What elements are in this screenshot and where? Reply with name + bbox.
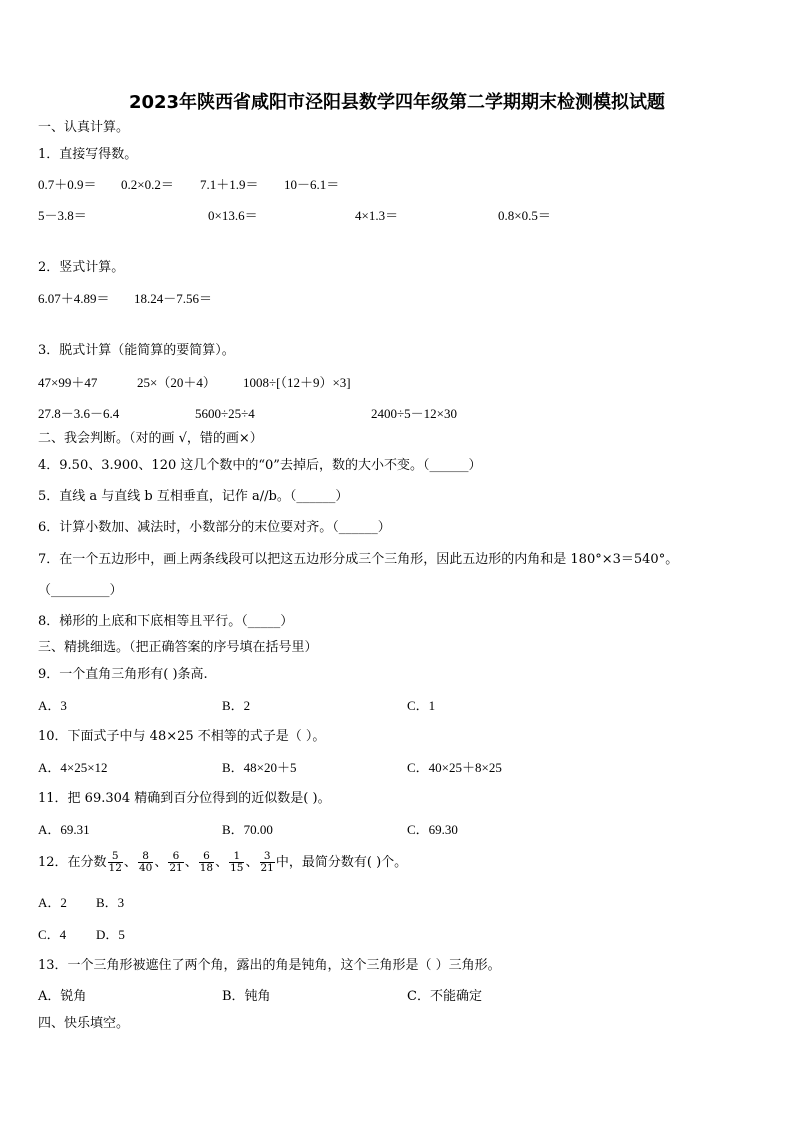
denominator: 18 bbox=[199, 862, 214, 874]
numerator: 1 bbox=[229, 851, 244, 863]
separator: 、 bbox=[184, 855, 198, 870]
section-heading-3: 三、精挑细选。（把正确答案的序号填在括号里） bbox=[38, 640, 318, 655]
section-heading-4: 四、快乐填空。 bbox=[38, 1016, 130, 1031]
q3-item: 1008÷[（12＋9）×3] bbox=[243, 375, 351, 390]
q12-option: B．3 bbox=[96, 895, 125, 910]
numerator: 8 bbox=[138, 851, 153, 863]
question-7: 7．在一个五边形中，画上两条线段可以把这五边形分成三个三角形，因此五边形的内角和是 180°×3＝540°。 bbox=[38, 552, 679, 567]
q1-item: 4×1.3＝ bbox=[355, 208, 399, 223]
q9-option: A．3 bbox=[38, 698, 67, 713]
q13-option: B．钝角 bbox=[222, 989, 271, 1004]
q2-item: 18.24－7.56＝ bbox=[134, 291, 213, 306]
question-4: 4．9.50、3.900、120 这几个数中的“0”去掉后，数的大小不变。（______） bbox=[38, 458, 482, 473]
q11-option: A．69.31 bbox=[38, 822, 90, 837]
q3-item: 2400÷5－12×30 bbox=[371, 406, 457, 421]
question-6: 6．计算小数加、减法时，小数部分的末位要对齐。（______） bbox=[38, 520, 391, 535]
denominator: 12 bbox=[108, 862, 122, 874]
q10-option: B．48×20＋5 bbox=[222, 760, 297, 775]
q3-item: 27.8－3.6－6.4 bbox=[38, 406, 120, 421]
separator: 、 bbox=[245, 855, 259, 870]
q13-option: C．不能确定 bbox=[407, 989, 482, 1004]
question-13: 13．一个三角形被遮住了两个角，露出的角是钝角，这个三角形是（ ）三角形。 bbox=[38, 958, 501, 973]
q12-option: C．4 bbox=[38, 927, 67, 942]
separator: 、 bbox=[215, 855, 229, 870]
q11-option: B．70.00 bbox=[222, 822, 273, 837]
q9-option: C．1 bbox=[407, 698, 436, 713]
fraction bbox=[108, 851, 123, 874]
q1-item: 0.7＋0.9＝ bbox=[38, 177, 97, 192]
q13-option: A．锐角 bbox=[38, 989, 87, 1004]
section-heading-1: 一、认真计算。 bbox=[38, 120, 130, 135]
denominator: 15 bbox=[230, 862, 244, 874]
question-5: 5．直线 a 与直线 b 互相垂直，记作 a//b。（______） bbox=[38, 489, 349, 504]
q2-item: 6.07＋4.89＝ bbox=[38, 291, 110, 306]
question-11: 11．把 69.304 精确到百分位得到的近似数是( )。 bbox=[38, 791, 331, 806]
numerator: 6 bbox=[199, 851, 214, 863]
question-2-label: 2．竖式计算。 bbox=[38, 260, 125, 275]
denominator: 21 bbox=[260, 862, 274, 874]
section-heading-2: 二、我会判断。（对的画 √，错的画×） bbox=[38, 431, 263, 446]
question-8: 8．梯形的上底和下底相等且平行。（_____） bbox=[38, 614, 294, 629]
numerator: 3 bbox=[260, 851, 275, 863]
q10-option: C．40×25＋8×25 bbox=[407, 760, 502, 775]
q3-item: 47×99＋47 bbox=[38, 375, 98, 390]
q1-item: 0.2×0.2＝ bbox=[121, 177, 174, 192]
q3-item: 25×（20＋4） bbox=[137, 375, 216, 390]
fraction bbox=[168, 851, 183, 874]
separator: 、 bbox=[154, 855, 168, 870]
q10-option: A．4×25×12 bbox=[38, 760, 108, 775]
separator: 、 bbox=[123, 855, 137, 870]
question-10: 10．下面式子中与 48×25 不相等的式子是（ ）。 bbox=[38, 729, 326, 744]
q1-item: 7.1＋1.9＝ bbox=[200, 177, 259, 192]
q12-suffix: 中，最简分数有( )个。 bbox=[275, 855, 408, 870]
question-7-blank: （_________） bbox=[38, 583, 123, 598]
fraction bbox=[229, 851, 244, 874]
q9-option: B．2 bbox=[222, 698, 251, 713]
numerator: 6 bbox=[168, 851, 183, 863]
q12-option: A．2 bbox=[38, 895, 67, 910]
fraction bbox=[199, 851, 214, 874]
denominator: 40 bbox=[138, 862, 153, 874]
question-1-label: 1．直接写得数。 bbox=[38, 147, 138, 162]
question-9: 9．一个直角三角形有( )条高. bbox=[38, 667, 208, 682]
q1-item: 0×13.6＝ bbox=[208, 208, 258, 223]
question-3-label: 3．脱式计算（能简算的要简算）。 bbox=[38, 343, 235, 358]
q1-item: 10－6.1＝ bbox=[284, 177, 340, 192]
question-12 bbox=[38, 850, 407, 876]
q11-option: C．69.30 bbox=[407, 822, 458, 837]
denominator: 21 bbox=[169, 862, 183, 874]
fraction bbox=[138, 851, 153, 874]
q1-item: 0.8×0.5＝ bbox=[498, 208, 551, 223]
q12-option: D．5 bbox=[96, 927, 125, 942]
q3-item: 5600÷25÷4 bbox=[195, 406, 255, 421]
q1-item: 5－3.8＝ bbox=[38, 208, 87, 223]
page-title: 2023年陕西省咸阳市泾阳县数学四年级第二学期期末检测模拟试题 bbox=[128, 92, 666, 113]
numerator: 5 bbox=[108, 851, 123, 863]
q12-prefix: 12．在分数 bbox=[38, 855, 107, 870]
fraction bbox=[260, 851, 275, 874]
